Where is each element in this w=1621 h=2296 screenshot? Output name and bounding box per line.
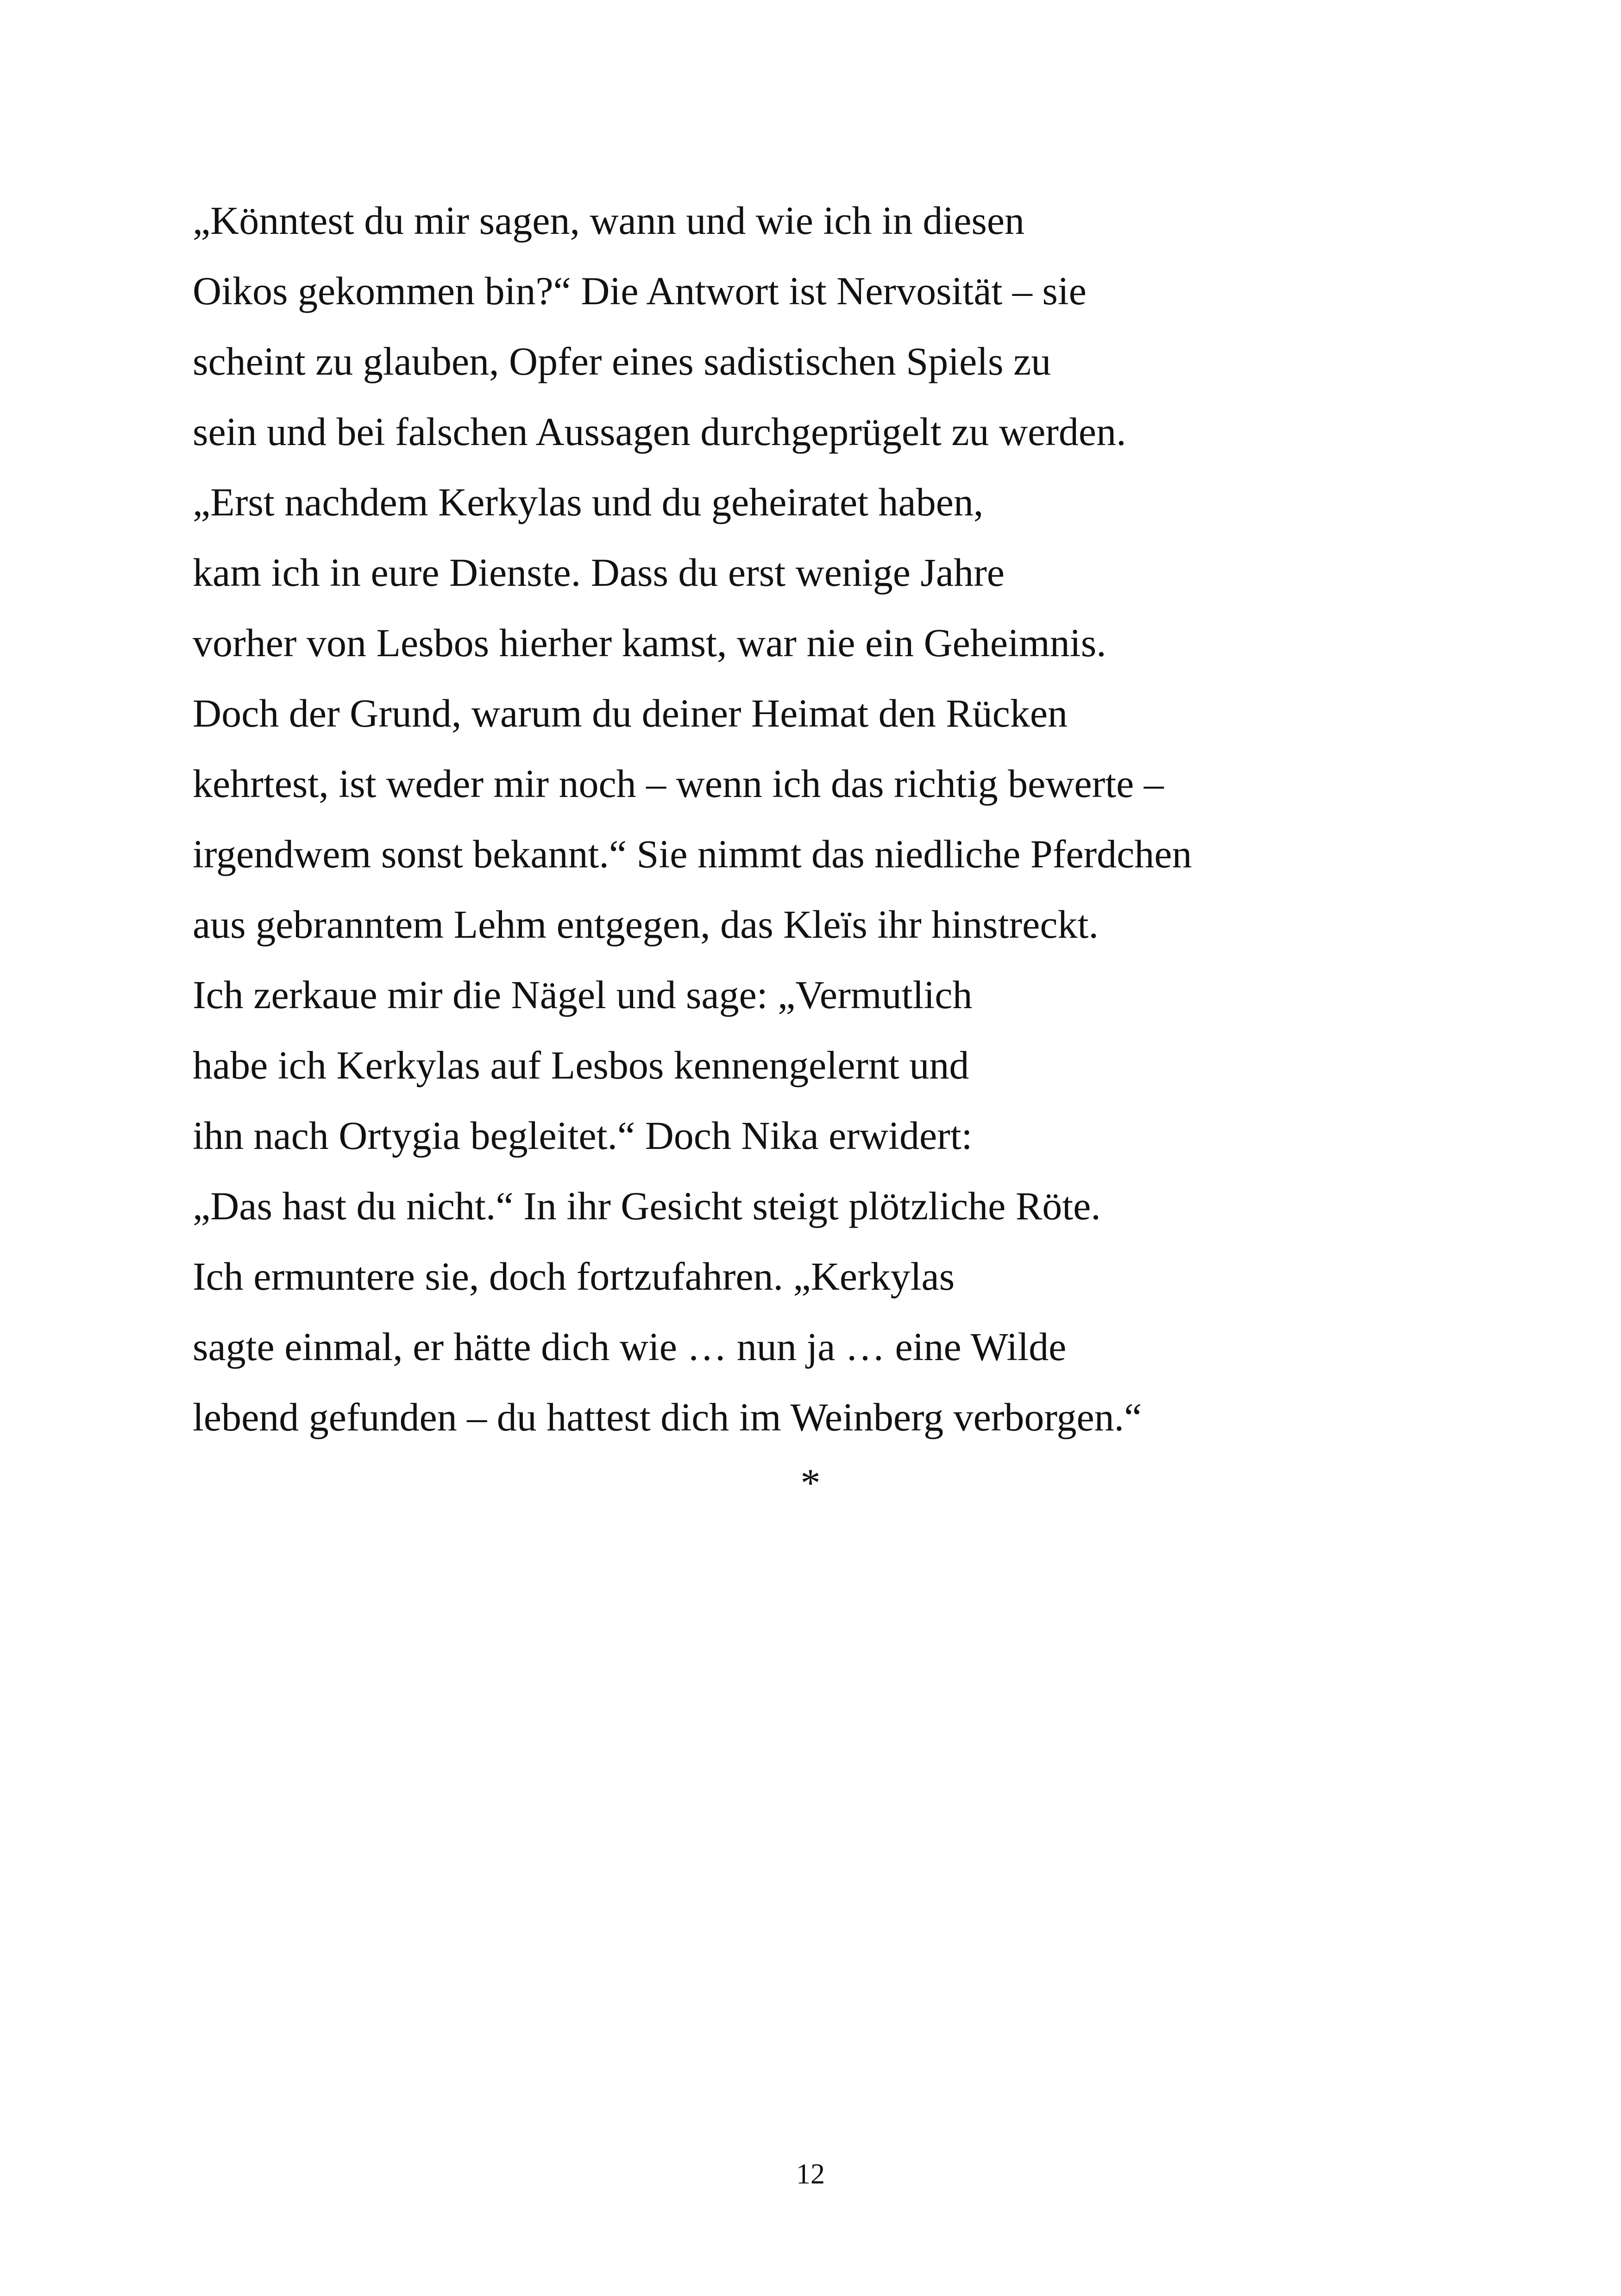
text-line: Ich zerkaue mir die Nägel und sage: „Vermutlich [193,972,973,1017]
text-line: vorher von Lesbos hierher kamst, war nie ein Geheimnis. [193,621,1106,665]
text-line: „Könntest du mir sagen, wann und wie ich in diesen [193,198,1025,243]
text-line: aus gebranntem Lehm entgegen, das Kleïs ihr hinstreckt. [193,902,1099,947]
text-line: Oikos gekommen bin?“ Die Antwort ist Nervosität – sie [193,269,1087,313]
text-line: Ich ermuntere sie, doch fortzufahren. „Kerkylas [193,1254,955,1299]
text-line: kehrtest, ist weder mir noch – wenn ich das richtig bewerte – [193,761,1164,806]
text-line: Doch der Grund, warum du deiner Heimat den Rücken [193,691,1068,735]
text-line: lebend gefunden – du hattest dich im Weinberg verborgen.“ [193,1395,1142,1439]
text-line: habe ich Kerkylas auf Lesbos kennengelernt und [193,1043,969,1087]
text-line: irgendwem sonst bekannt.“ Sie nimmt das niedliche Pferdchen [193,832,1192,876]
section-separator: * [800,1461,821,1505]
page-number: 12 [796,2158,825,2190]
text-line: ihn nach Ortygia begleitet.“ Doch Nika erwidert: [193,1113,973,1158]
text-line: scheint zu glauben, Opfer eines sadistischen Spiels zu [193,339,1051,383]
text-line: sein und bei falschen Aussagen durchgeprügelt zu werden. [193,409,1126,454]
text-line: „Erst nachdem Kerkylas und du geheiratet haben, [193,480,984,524]
text-line: „Das hast du nicht.“ In ihr Gesicht steigt plötzliche Röte. [193,1184,1101,1228]
body-text [193,185,1452,1452]
text-line: sagte einmal, er hätte dich wie … nun ja … eine Wilde [193,1324,1067,1369]
text-line: kam ich in eure Dienste. Dass du erst wenige Jahre [193,550,1005,595]
